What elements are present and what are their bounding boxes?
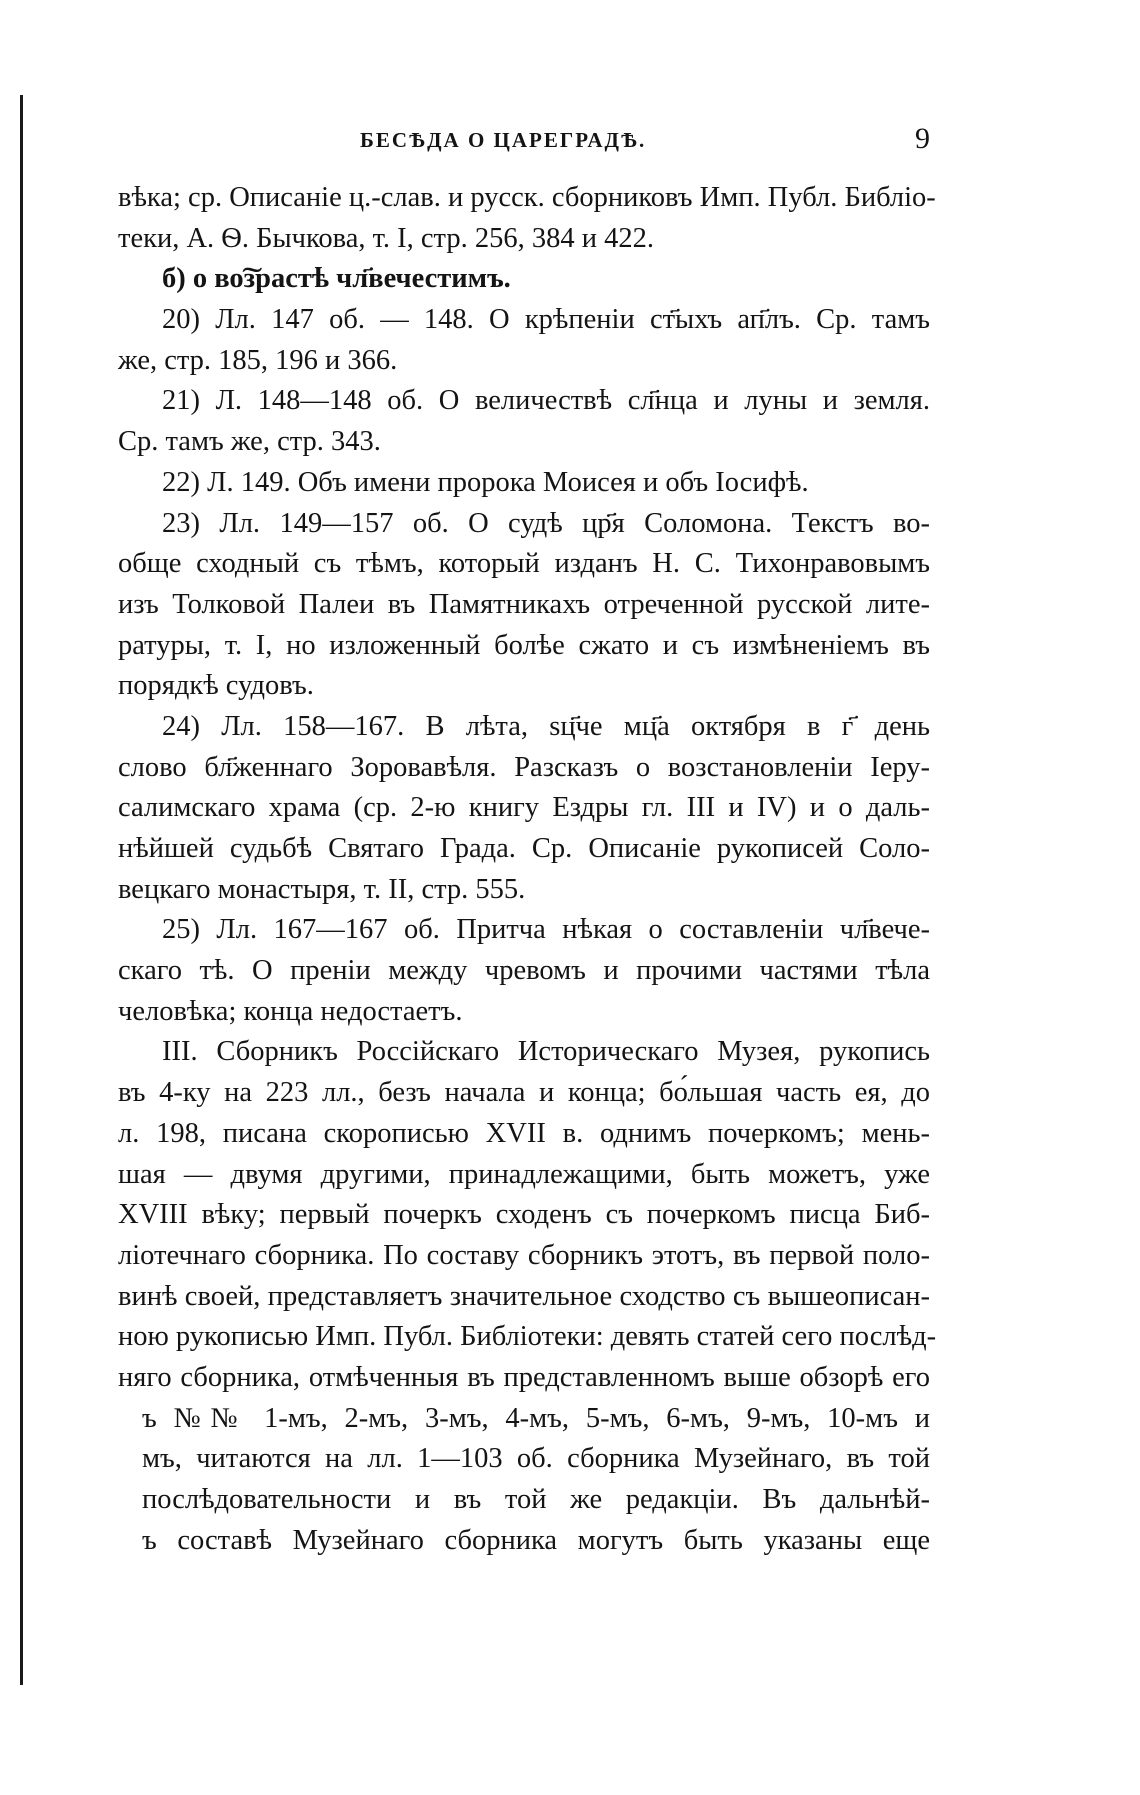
text-line: ъ №№ 1-мъ, 2-мъ, 3-мъ, 4-мъ, 5-мъ, 6-мъ, 9-мъ, 10-мъ и (142, 1402, 930, 1434)
text-line: Ср. тамъ же, стр. 343. (118, 426, 381, 458)
body-text (118, 178, 937, 1561)
list-item-start: 21) Л. 148—148 об. О величествѣ сл҃нца и луны и земля. (162, 385, 930, 417)
text-line: XVIII вѣку; первый почеркъ сходенъ съ почеркомъ писца Биб- (118, 1199, 930, 1231)
text-line: ъ составѣ Музейнаго сборника могутъ быть указаны еще (142, 1524, 930, 1556)
text-line: въ 4-ку на 223 лл., безъ начала и конца; бо́льшая часть ея, до (118, 1077, 930, 1109)
page-number: 9 (915, 122, 930, 155)
text-line: мъ, читаются на лл. 1—103 об. сборника Музейнаго, въ той (142, 1443, 930, 1475)
text-line: ною рукописью Имп. Публ. Библіотеки: девять статей сего послѣд- (118, 1321, 937, 1353)
text-line: слово бл҃женнаго Зоровавѣля. Разсказъ о возстановленіи Іеру- (118, 751, 930, 783)
list-item-start: 20) Лл. 147 об. — 148. О крѣпеніи ст҃ыхъ ап҃лъ. Ср. тамъ (162, 304, 930, 336)
text-line: теки, А. Ѳ. Бычкова, т. I, стр. 256, 384 и 422. (118, 222, 654, 254)
list-item-start: 22) Л. 149. Объ имени пророка Моисея и объ Іосифѣ. (162, 466, 809, 498)
text-line: вѣка; ср. Описаніе ц.-слав. и русск. сборниковъ Имп. Публ. Библіо- (118, 182, 936, 213)
text-line: ратуры, т. I, но изложенный болѣе сжато и съ измѣненіемъ въ (118, 629, 930, 661)
page-header (120, 122, 930, 166)
list-item-start: 24) Лл. 158—167. В лѣта, ѕц҃че мц҃а октября в г҃ день (162, 710, 930, 742)
page-edge-line (20, 95, 23, 1685)
text-line: салимскаго храма (ср. 2-ю книгу Ездры гл. III и IV) и о даль- (118, 792, 930, 824)
list-item-start: 25) Лл. 167—167 об. Притча нѣкая о составленіи чл҃вече- (162, 914, 930, 946)
running-head: БЕСѢДА О ЦАРЕГРАДѢ. (360, 128, 647, 152)
paragraph-start: III. Сборникъ Россійскаго Историческаго Музея, рукопись (162, 1036, 930, 1068)
text-line: порядкѣ судовъ. (118, 670, 314, 702)
text-line: шая — двумя другими, принадлежащими, быть можетъ, уже (118, 1158, 930, 1190)
section-heading: б) о во͠зрастѣ чл҃вечестимъ. (162, 263, 511, 295)
text-line: винѣ своей, представляетъ значительное сходство съ вышеописан- (118, 1280, 930, 1312)
text-line: послѣдовательности и въ той же редакціи. Въ дальнѣй- (142, 1484, 930, 1515)
text-line: скаго тѣ. О преніи между чревомъ и прочими частями тѣла (118, 955, 930, 987)
text-line: обще сходный съ тѣмъ, который изданъ Н. С. Тихонравовымъ (118, 548, 930, 580)
text-line: нѣйшей судьбѣ Святаго Града. Ср. Описаніе рукописей Соло- (118, 833, 930, 864)
text-line: няго сборника, отмѣченныя въ представленномъ выше обзорѣ его (118, 1361, 930, 1393)
text-line: вецкаго монастыря, т. II, стр. 555. (118, 873, 526, 905)
text-line: изъ Толковой Палеи въ Памятникахъ отреченной русской лите- (118, 588, 930, 620)
text-line: л. 198, писана скорописью XVII в. однимъ почеркомъ; мень- (118, 1117, 930, 1149)
text-line: ліотечнаго сборника. По составу сборникъ этотъ, въ первой поло- (118, 1239, 930, 1271)
text-line: человѣка; конца недостаетъ. (118, 995, 463, 1027)
text-line: же, стр. 185, 196 и 366. (118, 344, 398, 376)
list-item-start: 23) Лл. 149—157 об. О судѣ цр҃я Соломона. Текстъ во- (162, 507, 930, 539)
